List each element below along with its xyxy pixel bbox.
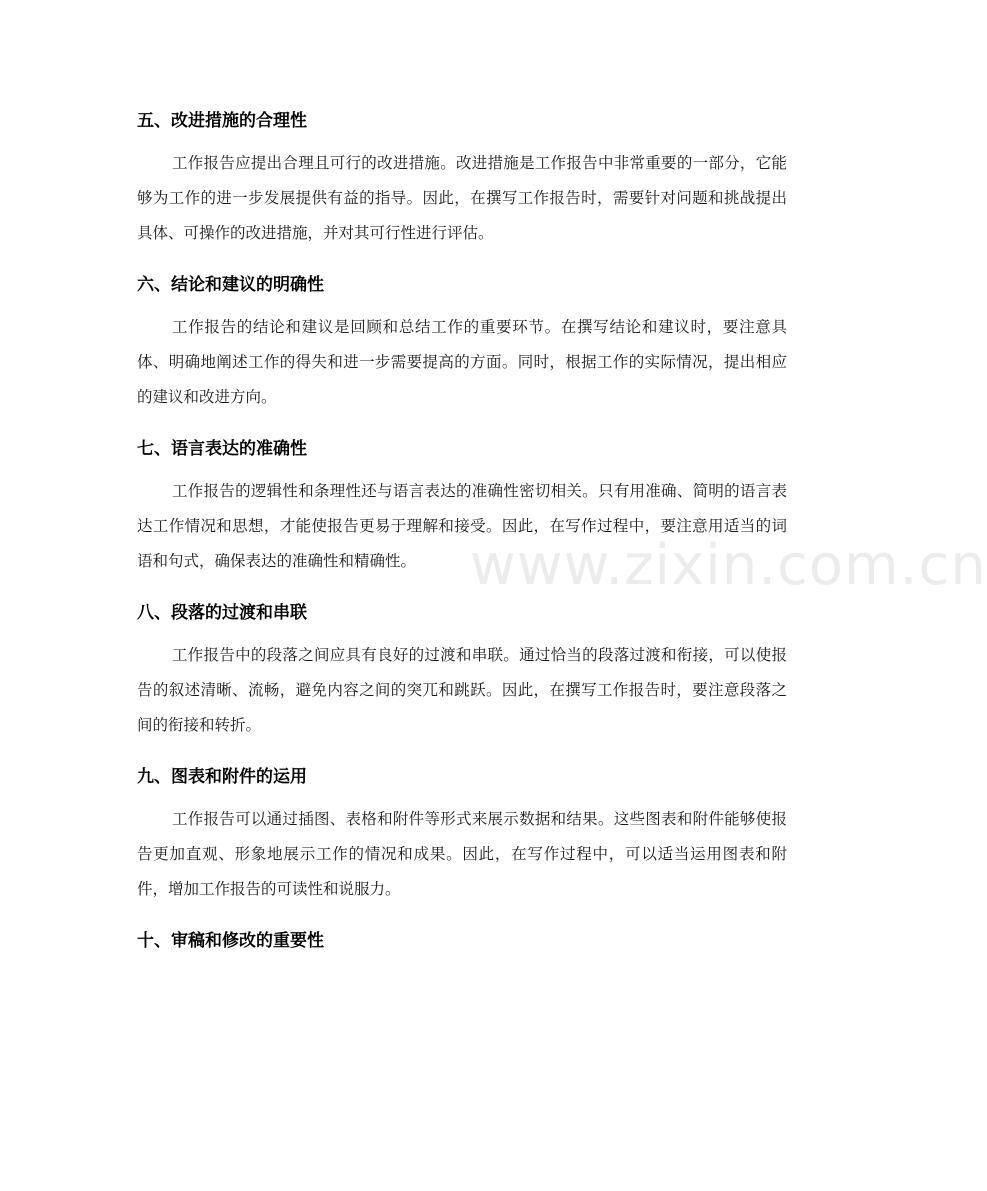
section-heading: 八、段落的过渡和串联 (137, 603, 307, 623)
section-paragraph: 工作报告的结论和建议是回顾和总结工作的重要环节。在撰写结论和建议时，要注意具体、明确地阐述工作的得失和进一步需要提高的方面。同时，根据工作的实际情况，提出相应的建议和改进方向。 (137, 318, 787, 406)
section-8 (137, 596, 787, 743)
section-paragraph: 工作报告中的段落之间应具有良好的过渡和串联。通过恰当的段落过渡和衔接，可以使报告的叙述清晰、流畅，避免内容之间的突兀和跳跃。因此，在撰写工作报告时，要注意段落之间的衔接和转折。 (137, 646, 787, 734)
section-heading: 九、图表和附件的运用 (137, 767, 307, 787)
section-paragraph: 工作报告可以通过插图、表格和附件等形式来展示数据和结果。这些图表和附件能够使报告更加直观、形象地展示工作的情况和成果。因此，在写作过程中，可以适当运用图表和附件，增加工作报告的可读性和说服力。 (137, 810, 787, 898)
section-9 (137, 760, 787, 907)
section-7 (137, 432, 787, 579)
section-heading: 十、审稿和修改的重要性 (137, 931, 324, 951)
section-heading: 五、改进措施的合理性 (137, 111, 307, 131)
document-body (137, 104, 787, 966)
section-paragraph: 工作报告的逻辑性和条理性还与语言表达的准确性密切相关。只有用准确、简明的语言表达工作情况和思想，才能使报告更易于理解和接受。因此，在写作过程中，要注意用适当的词语和句式，确保表达的准确性和精确性。 (137, 482, 787, 570)
section-heading: 六、结论和建议的明确性 (137, 275, 324, 295)
section-6 (137, 268, 787, 415)
section-10 (137, 924, 787, 958)
section-5 (137, 104, 787, 251)
section-paragraph: 工作报告应提出合理且可行的改进措施。改进措施是工作报告中非常重要的一部分，它能够为工作的进一步发展提供有益的指导。因此，在撰写工作报告时，需要针对问题和挑战提出具体、可操作的改进措施，并对其可行性进行评估。 (137, 154, 787, 242)
watermark: www.zixin.com.cn (470, 533, 987, 598)
section-heading: 七、语言表达的准确性 (137, 439, 307, 459)
